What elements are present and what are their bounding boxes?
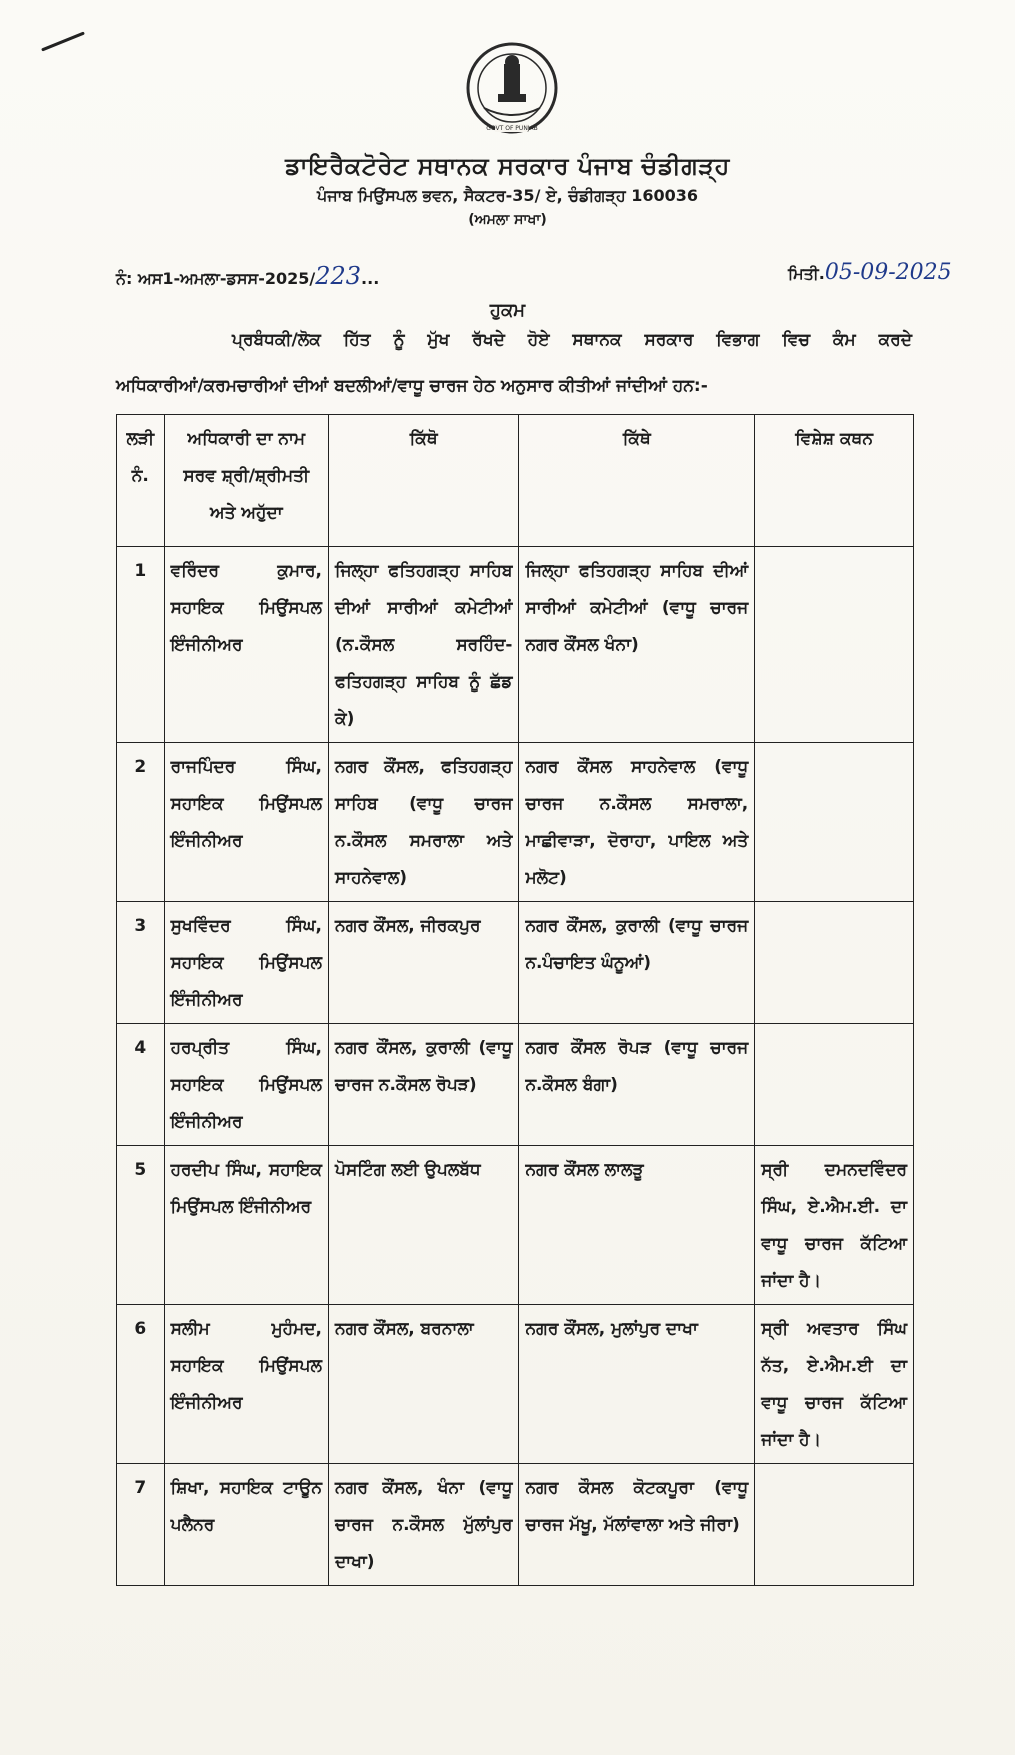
- cell-sr: 7: [117, 1464, 165, 1586]
- header-from: ਕਿੱਥੋ: [328, 415, 518, 547]
- emblem-caption: GOVT OF PUNJAB: [486, 125, 538, 132]
- cell-from: ਨਗਰ ਕੌਂਸਲ, ਕੁਰਾਲੀ (ਵਾਧੂ ਚਾਰਜ ਨ.ਕੌਸਲ ਰੋਪੜ): [328, 1024, 518, 1146]
- reference-suffix: ...: [361, 269, 380, 288]
- cell-remarks: ਸ੍ਰੀ ਅਵਤਾਰ ਸਿੰਘ ਨੱਤ, ਏ.ਐਮ.ਈ ਦਾ ਵਾਧੂ ਚਾਰਜ ਕੱਟਿਆ ਜਾਂਦਾ ਹੈ।: [755, 1305, 914, 1464]
- header-remarks: ਵਿਸ਼ੇਸ਼ ਕਥਨ: [755, 415, 914, 547]
- cell-remarks: [755, 547, 914, 743]
- header-sr: ਲੜੀ ਨੰ.: [117, 415, 165, 547]
- cell-to: ਜਿਲ੍ਹਾ ਫਤਿਹਗੜ੍ਹ ਸਾਹਿਬ ਦੀਆਂ ਸਾਰੀਆਂ ਕਮੇਟੀਆਂ (ਵਾਧੂ ਚਾਰਜ ਨਗਰ ਕੌਂਸਲ ਖੰਨਾ): [519, 547, 755, 743]
- table-header-row: [117, 415, 914, 547]
- table-row: [117, 1146, 914, 1305]
- cell-sr: 6: [117, 1305, 165, 1464]
- reference-prefix: ਨੰ: ਅਸ1-ਅਮਲਾ-ਡਸਸ-2025/: [116, 269, 316, 288]
- header-name: ਅਧਿਕਾਰੀ ਦਾ ਨਾਮ ਸਰਵ ਸ਼੍ਰੀ/ਸ਼੍ਰੀਮਤੀ ਅਤੇ ਅਹੁੱਦਾ: [164, 415, 328, 547]
- cell-name: ਵਰਿੰਦਰ ਕੁਮਾਰ, ਸਹਾਇਕ ਮਿਉਂਸਪਲ ਇੰਜੀਨੀਅਰ: [164, 547, 328, 743]
- cell-remarks: [755, 743, 914, 902]
- cell-name: ਹਰਦੀਪ ਸਿੰਘ, ਸਹਾਇਕ ਮਿਉਂਸਪਲ ਇੰਜੀਨੀਅਰ: [164, 1146, 328, 1305]
- table-row: [117, 1464, 914, 1586]
- table-row: [117, 1305, 914, 1464]
- reference-handwritten-number: 223: [315, 262, 362, 290]
- cell-name: ਰਾਜਪਿੰਦਰ ਸਿੰਘ, ਸਹਾਇਕ ਮਿਉਂਸਪਲ ਇੰਜੀਨੀਅਰ: [164, 743, 328, 902]
- cell-sr: 2: [117, 743, 165, 902]
- cell-remarks: ਸ੍ਰੀ ਦਮਨਦਵਿੰਦਰ ਸਿੰਘ, ਏ.ਐਮ.ਈ. ਦਾ ਵਾਧੂ ਚਾਰਜ ਕੱਟਿਆ ਜਾਂਦਾ ਹੈ।: [755, 1146, 914, 1305]
- table-row: [117, 547, 914, 743]
- date-label: ਮਿਤੀ.: [788, 264, 825, 283]
- cell-remarks: [755, 1024, 914, 1146]
- order-intro-line1: ਪ੍ਰਬੰਧਕੀ/ਲੋਕ ਹਿੱਤ ਨੂੰ ਮੁੱਖ ਰੱਖਦੇ ਹੋਏ ਸਥਾਨਕ ਸਰਕਾਰ ਵਿਭਾਗ ਵਿਚ ਕੰਮ ਕਰਦੇ: [232, 330, 912, 350]
- cell-name: ਸ਼ਿਖਾ, ਸਹਾਇਕ ਟਾਊਨ ਪਲੈਨਰ: [164, 1464, 328, 1586]
- order-title: ਹੁਕਮ: [489, 300, 526, 321]
- cell-from: ਨਗਰ ਕੌਂਸਲ, ਬਰਨਾਲਾ: [328, 1305, 518, 1464]
- cell-to: ਨਗਰ ਕੌਂਸਲ ਸਾਹਨੇਵਾਲ (ਵਾਧੂ ਚਾਰਜ ਨ.ਕੌਸਲ ਸਮਰਾਲਾ, ਮਾਛੀਵਾੜਾ, ਦੋਰਾਹਾ, ਪਾਇਲ ਅਤੇ ਮਲੋਟ): [519, 743, 755, 902]
- cell-to: ਨਗਰ ਕੌਂਸਲ ਲਾਲੜੂ: [519, 1146, 755, 1305]
- office-address: ਪੰਜਾਬ ਮਿਉਂਸਪਲ ਭਵਨ, ਸੈਕਟਰ-35/ ਏ, ਚੰਡੀਗੜ੍ਹ 160036: [316, 186, 699, 205]
- cell-name: ਸਲੀਮ ਮੁਹੰਮਦ, ਸਹਾਇਕ ਮਿਉਂਸਪਲ ਇੰਜੀਨੀਅਰ: [164, 1305, 328, 1464]
- cell-remarks: [755, 1464, 914, 1586]
- transfer-table: [116, 414, 914, 1586]
- cell-sr: 5: [117, 1146, 165, 1305]
- cell-to: ਨਗਰ ਕੌਸਲ ਕੋਟਕਪੂਰਾ (ਵਾਧੂ ਚਾਰਜ ਮੱਖੂ, ਮੱਲਾਂਵਾਲਾ ਅਤੇ ਜੀਰਾ): [519, 1464, 755, 1586]
- table-row: [117, 902, 914, 1024]
- cell-name: ਹਰਪ੍ਰੀਤ ਸਿੰਘ, ਸਹਾਇਕ ਮਿਉਂਸਪਲ ਇੰਜੀਨੀਅਰ: [164, 1024, 328, 1146]
- office-title: ਡਾਇਰੈਕਟੋਰੇਟ ਸਥਾਨਕ ਸਰਕਾਰ ਪੰਜਾਬ ਚੰਡੀਗੜ੍ਹ: [285, 152, 730, 180]
- cell-from: ਨਗਰ ਕੌਂਸਲ, ਫਤਿਹਗੜ੍ਹ ਸਾਹਿਬ (ਵਾਧੂ ਚਾਰਜ ਨ.ਕੌਸਲ ਸਮਰਾਲਾ ਅਤੇ ਸਾਹਨੇਵਾਲ): [328, 743, 518, 902]
- branch-name: (ਅਮਲਾ ਸਾਖਾ): [468, 212, 547, 228]
- cell-from: ਨਗਰ ਕੌਂਸਲ, ਜੀਰਕਪੁਰ: [328, 902, 518, 1024]
- order-date: [788, 260, 952, 285]
- cell-to: ਨਗਰ ਕੌਂਸਲ, ਮੁਲਾਂਪੁਰ ਦਾਖਾ: [519, 1305, 755, 1464]
- cell-to: ਨਗਰ ਕੌਂਸਲ ਰੋਪੜ (ਵਾਧੂ ਚਾਰਜ ਨ.ਕੌਸਲ ਬੰਗਾ): [519, 1024, 755, 1146]
- pen-mark: [41, 31, 85, 51]
- cell-from: ਜਿਲ੍ਹਾ ਫਤਿਹਗੜ੍ਹ ਸਾਹਿਬ ਦੀਆਂ ਸਾਰੀਆਂ ਕਮੇਟੀਆਂ (ਨ.ਕੌਸਲ ਸਰਹਿੰਦ-ਫਤਿਹਗੜ੍ਹ ਸਾਹਿਬ ਨੂੰ ਛੱਡ ਕੇ): [328, 547, 518, 743]
- cell-name: ਸੁਖਵਿੰਦਰ ਸਿੰਘ, ਸਹਾਇਕ ਮਿਉਂਸਪਲ ਇੰਜੀਨੀਅਰ: [164, 902, 328, 1024]
- cell-remarks: [755, 902, 914, 1024]
- table-row: [117, 1024, 914, 1146]
- cell-sr: 1: [117, 547, 165, 743]
- date-handwritten-value: 05-09-2025: [824, 260, 952, 285]
- order-intro-line2: ਅਧਿਕਾਰੀਆਂ/ਕਰਮਚਾਰੀਆਂ ਦੀਆਂ ਬਦਲੀਆਂ/ਵਾਧੂ ਚਾਰਜ ਹੇਠ ਅਨੁਸਾਰ ਕੀਤੀਆਂ ਜਾਂਦੀਆਂ ਹਨ:-: [116, 376, 708, 396]
- reference-number: [116, 262, 379, 290]
- table-row: [117, 743, 914, 902]
- cell-sr: 4: [117, 1024, 165, 1146]
- header-to: ਕਿੱਥੇ: [519, 415, 755, 547]
- punjab-govt-emblem-icon: [462, 38, 562, 138]
- cell-from: ਪੋਸਟਿੰਗ ਲਈ ਉਪਲਬੱਧ: [328, 1146, 518, 1305]
- cell-to: ਨਗਰ ਕੌਂਸਲ, ਕੁਰਾਲੀ (ਵਾਧੂ ਚਾਰਜ ਨ.ਪੰਚਾਇਤ ਘੰਨੂਆਂ): [519, 902, 755, 1024]
- cell-from: ਨਗਰ ਕੌਂਸਲ, ਖੰਨਾ (ਵਾਧੂ ਚਾਰਜ ਨ.ਕੌਸਲ ਮੁੱਲਾਂਪੁਰ ਦਾਖਾ): [328, 1464, 518, 1586]
- cell-sr: 3: [117, 902, 165, 1024]
